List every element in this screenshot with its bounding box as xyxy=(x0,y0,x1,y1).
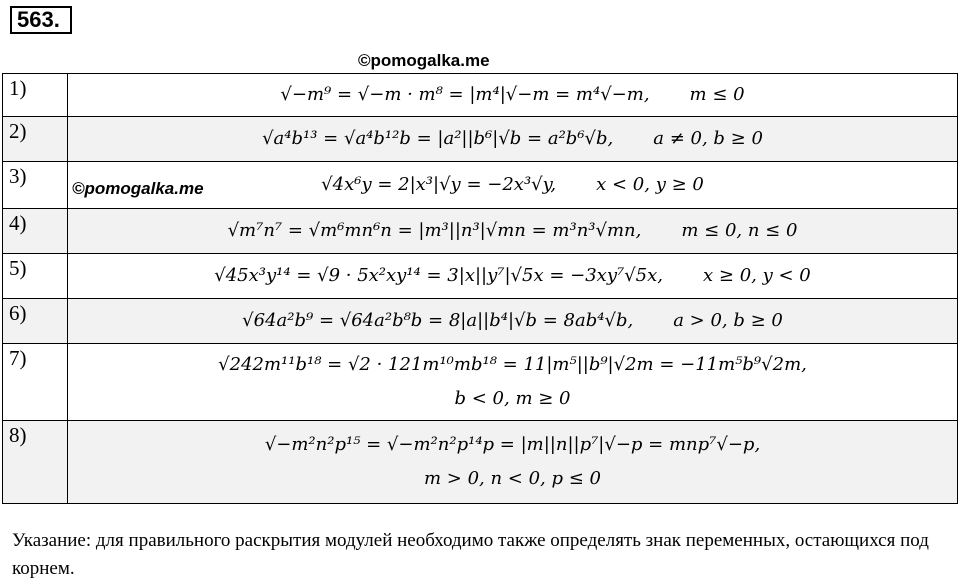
table-row xyxy=(3,209,958,254)
problem-number: 563. xyxy=(10,6,72,34)
hint-note: Указание: для правильного раскрытия модулей необходимо также определять знак переменных, остающихся под корнем. xyxy=(12,530,929,579)
row-condition: m ≤ 0 xyxy=(689,84,745,105)
table-row xyxy=(3,421,958,504)
solution-table xyxy=(2,73,958,504)
table-row xyxy=(3,344,958,421)
row-number: 4) xyxy=(3,209,68,254)
row-condition: x ≥ 0, y < 0 xyxy=(703,265,811,286)
row-number: 2) xyxy=(3,117,68,162)
row-number: 7) xyxy=(3,344,68,421)
row-expression: √−m⁹ = √−m · m⁸ = |m⁴|√−m = m⁴√−m, m ≤ 0 xyxy=(68,74,958,117)
row-expression: ©pomogalka.me √4x⁶y = 2|x³|√y = −2x³√y, x < 0, y ≥ 0 xyxy=(68,162,958,209)
row-expression: √a⁴b¹³ = √a⁴b¹²b = |a²||b⁶|√b = a²b⁶√b, a ≠ 0, b ≥ 0 xyxy=(68,117,958,162)
table-row xyxy=(3,117,958,162)
watermark-inline: ©pomogalka.me xyxy=(72,179,204,198)
table-row xyxy=(3,299,958,344)
table-row xyxy=(3,254,958,299)
watermark-top: ©pomogalka.me xyxy=(358,51,490,70)
row-number: 3) xyxy=(3,162,68,209)
row-condition: b < 0, m ≥ 0 xyxy=(454,388,571,409)
row-condition: a ≠ 0, b ≥ 0 xyxy=(653,128,763,149)
row-expression: √45x³y¹⁴ = √9 · 5x²xy¹⁴ = 3|x||y⁷|√5x = −3xy⁷√5x, x ≥ 0, y < 0 xyxy=(68,254,958,299)
row-number: 6) xyxy=(3,299,68,344)
row-expression: √64a²b⁹ = √64a²b⁸b = 8|a||b⁴|√b = 8ab⁴√b, a > 0, b ≥ 0 xyxy=(68,299,958,344)
table-row xyxy=(3,162,958,209)
row-number: 1) xyxy=(3,74,68,117)
row-expression: √m⁷n⁷ = √m⁶mn⁶n = |m³||n³|√mn = m³n³√mn, m ≤ 0, n ≤ 0 xyxy=(68,209,958,254)
row-expression: √242m¹¹b¹⁸ = √2 · 121m¹⁰mb¹⁸ = 11|m⁵||b⁹|√2m = −11m⁵b⁹√2m, b < 0, m ≥ 0 xyxy=(68,344,958,421)
row-condition: a > 0, b ≥ 0 xyxy=(673,310,783,331)
table-row xyxy=(3,74,958,117)
row-condition: m > 0, n < 0, p ≤ 0 xyxy=(423,468,601,489)
row-condition: x < 0, y ≥ 0 xyxy=(596,174,704,195)
row-number: 5) xyxy=(3,254,68,299)
row-expression: √−m²n²p¹⁵ = √−m²n²p¹⁴p = |m||n||p⁷|√−p = mnp⁷√−p, m > 0, n < 0, p ≤ 0 xyxy=(68,421,958,504)
row-number: 8) xyxy=(3,421,68,504)
row-condition: m ≤ 0, n ≤ 0 xyxy=(681,220,798,241)
